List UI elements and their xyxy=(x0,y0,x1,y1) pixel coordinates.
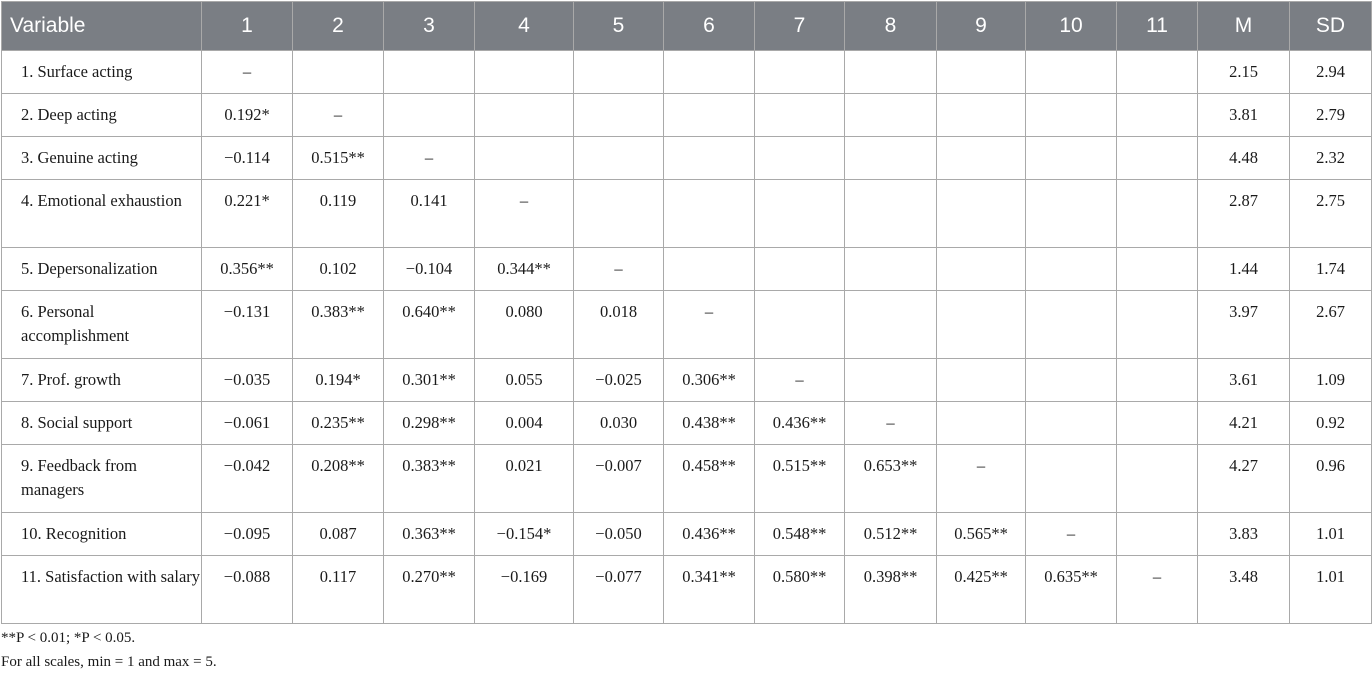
correlation-cell xyxy=(845,180,937,248)
mean-cell: 3.83 xyxy=(1198,513,1290,556)
correlation-cell: −0.154* xyxy=(475,513,574,556)
table-row xyxy=(2,513,1372,556)
correlation-cell: 0.141 xyxy=(384,180,475,248)
correlation-cell xyxy=(755,94,845,137)
correlation-cell: 0.356** xyxy=(202,248,293,291)
correlation-cell: 0.635** xyxy=(1026,556,1117,624)
row-label: 9. Feedback from managers xyxy=(2,445,202,513)
correlation-cell: 0.194* xyxy=(293,359,384,402)
correlation-cell: 0.004 xyxy=(475,402,574,445)
header-col-10: 10 xyxy=(1026,2,1117,51)
sd-cell: 2.67 xyxy=(1290,291,1372,359)
sd-cell: 2.94 xyxy=(1290,51,1372,94)
correlation-cell xyxy=(664,51,755,94)
correlation-cell xyxy=(664,94,755,137)
correlation-cell xyxy=(845,291,937,359)
correlation-cell: 0.438** xyxy=(664,402,755,445)
row-label: 10. Recognition xyxy=(2,513,202,556)
correlation-cell: 0.018 xyxy=(574,291,664,359)
correlation-cell: – xyxy=(384,137,475,180)
mean-cell: 4.48 xyxy=(1198,137,1290,180)
correlation-cell xyxy=(1026,137,1117,180)
mean-cell: 4.27 xyxy=(1198,445,1290,513)
correlation-cell xyxy=(1117,94,1198,137)
correlation-cell xyxy=(293,51,384,94)
correlation-cell xyxy=(1026,94,1117,137)
correlation-cell xyxy=(755,137,845,180)
correlation-cell: 0.363** xyxy=(384,513,475,556)
correlation-cell: 0.055 xyxy=(475,359,574,402)
correlation-cell: – xyxy=(937,445,1026,513)
correlation-cell xyxy=(384,51,475,94)
correlation-cell xyxy=(664,180,755,248)
correlation-cell xyxy=(664,137,755,180)
correlation-cell xyxy=(1117,248,1198,291)
correlation-cell xyxy=(937,137,1026,180)
correlation-cell xyxy=(1026,402,1117,445)
correlation-cell xyxy=(755,248,845,291)
correlation-cell: −0.131 xyxy=(202,291,293,359)
correlation-cell xyxy=(384,94,475,137)
correlation-cell: −0.104 xyxy=(384,248,475,291)
correlation-cell: 0.221* xyxy=(202,180,293,248)
correlation-cell: −0.061 xyxy=(202,402,293,445)
correlation-cell xyxy=(937,402,1026,445)
row-label: 4. Emotional exhaustion xyxy=(2,180,202,248)
correlation-cell: 0.341** xyxy=(664,556,755,624)
header-variable: Variable xyxy=(2,2,202,51)
significance-note: **P < 0.01; *P < 0.05. xyxy=(1,630,136,646)
table-row xyxy=(2,180,1372,248)
correlation-cell: 0.383** xyxy=(293,291,384,359)
correlation-cell xyxy=(475,51,574,94)
header-col-8: 8 xyxy=(845,2,937,51)
correlation-cell xyxy=(1117,51,1198,94)
mean-cell: 3.97 xyxy=(1198,291,1290,359)
correlation-cell xyxy=(937,94,1026,137)
correlation-cell xyxy=(664,248,755,291)
correlation-cell: 0.383** xyxy=(384,445,475,513)
correlation-cell xyxy=(1026,291,1117,359)
sd-cell: 2.32 xyxy=(1290,137,1372,180)
header-col-3: 3 xyxy=(384,2,475,51)
correlation-cell: 0.021 xyxy=(475,445,574,513)
row-label: 3. Genuine acting xyxy=(2,137,202,180)
correlation-cell xyxy=(755,51,845,94)
sd-cell: 0.96 xyxy=(1290,445,1372,513)
sd-cell: 1.74 xyxy=(1290,248,1372,291)
sd-cell: 1.09 xyxy=(1290,359,1372,402)
correlation-cell: 0.425** xyxy=(937,556,1026,624)
correlation-cell xyxy=(937,248,1026,291)
row-label: 7. Prof. growth xyxy=(2,359,202,402)
correlation-cell: −0.035 xyxy=(202,359,293,402)
correlation-cell: – xyxy=(475,180,574,248)
mean-cell: 1.44 xyxy=(1198,248,1290,291)
table-row xyxy=(2,94,1372,137)
sd-cell: 0.92 xyxy=(1290,402,1372,445)
correlation-cell: – xyxy=(755,359,845,402)
correlation-cell: – xyxy=(202,51,293,94)
correlation-cell xyxy=(1026,51,1117,94)
correlation-cell xyxy=(937,359,1026,402)
correlation-cell: −0.095 xyxy=(202,513,293,556)
correlation-cell xyxy=(845,248,937,291)
correlation-cell: 0.270** xyxy=(384,556,475,624)
sd-cell: 2.79 xyxy=(1290,94,1372,137)
correlation-cell: 0.565** xyxy=(937,513,1026,556)
correlation-cell xyxy=(937,180,1026,248)
sd-cell: 1.01 xyxy=(1290,556,1372,624)
correlation-cell: 0.436** xyxy=(664,513,755,556)
header-col-4: 4 xyxy=(475,2,574,51)
correlation-cell xyxy=(1117,513,1198,556)
correlation-cell: 0.515** xyxy=(293,137,384,180)
correlation-cell: −0.025 xyxy=(574,359,664,402)
header-col-9: 9 xyxy=(937,2,1026,51)
correlation-cell: 0.298** xyxy=(384,402,475,445)
correlation-cell xyxy=(845,51,937,94)
correlation-cell: −0.042 xyxy=(202,445,293,513)
correlation-cell: – xyxy=(664,291,755,359)
table-notes xyxy=(1,626,217,674)
correlation-cell xyxy=(1117,137,1198,180)
correlation-cell: 0.344** xyxy=(475,248,574,291)
correlation-cell xyxy=(755,180,845,248)
correlation-cell xyxy=(845,137,937,180)
correlation-cell: 0.512** xyxy=(845,513,937,556)
correlation-cell: 0.030 xyxy=(574,402,664,445)
correlation-cell xyxy=(475,137,574,180)
table-row xyxy=(2,556,1372,624)
correlation-cell xyxy=(937,51,1026,94)
correlation-cell xyxy=(574,51,664,94)
correlation-cell: 0.653** xyxy=(845,445,937,513)
mean-cell: 3.61 xyxy=(1198,359,1290,402)
correlation-cell xyxy=(1117,291,1198,359)
mean-cell: 3.81 xyxy=(1198,94,1290,137)
header-col-7: 7 xyxy=(755,2,845,51)
correlation-cell: 0.301** xyxy=(384,359,475,402)
correlation-cell: 0.102 xyxy=(293,248,384,291)
sd-cell: 2.75 xyxy=(1290,180,1372,248)
sd-cell: 1.01 xyxy=(1290,513,1372,556)
correlation-cell xyxy=(1117,445,1198,513)
correlation-cell xyxy=(1117,180,1198,248)
row-label: 1. Surface acting xyxy=(2,51,202,94)
scale-note: For all scales, min = 1 and max = 5. xyxy=(1,654,217,670)
correlation-cell xyxy=(1026,359,1117,402)
correlation-cell xyxy=(574,180,664,248)
correlation-cell: 0.580** xyxy=(755,556,845,624)
correlation-cell xyxy=(574,94,664,137)
correlation-cell: – xyxy=(845,402,937,445)
correlation-cell xyxy=(1026,445,1117,513)
correlation-cell: −0.114 xyxy=(202,137,293,180)
table-row xyxy=(2,291,1372,359)
correlation-cell: 0.515** xyxy=(755,445,845,513)
row-label: 2. Deep acting xyxy=(2,94,202,137)
header-mean: M xyxy=(1198,2,1290,51)
row-label: 8. Social support xyxy=(2,402,202,445)
header-row xyxy=(2,2,1372,51)
correlation-cell: – xyxy=(1117,556,1198,624)
correlation-cell: 0.436** xyxy=(755,402,845,445)
correlation-cell: −0.007 xyxy=(574,445,664,513)
correlation-cell xyxy=(845,94,937,137)
correlation-cell xyxy=(1117,402,1198,445)
mean-cell: 2.15 xyxy=(1198,51,1290,94)
row-label: 6. Personal accomplishment xyxy=(2,291,202,359)
mean-cell: 3.48 xyxy=(1198,556,1290,624)
table-row xyxy=(2,51,1372,94)
correlation-cell: 0.087 xyxy=(293,513,384,556)
correlation-cell: 0.192* xyxy=(202,94,293,137)
correlation-cell: 0.398** xyxy=(845,556,937,624)
correlation-cell: – xyxy=(574,248,664,291)
header-sd: SD xyxy=(1290,2,1372,51)
correlation-cell: – xyxy=(293,94,384,137)
correlation-cell: 0.119 xyxy=(293,180,384,248)
correlation-cell: 0.548** xyxy=(755,513,845,556)
table-row xyxy=(2,137,1372,180)
correlation-cell: −0.169 xyxy=(475,556,574,624)
correlation-cell xyxy=(1026,248,1117,291)
correlation-cell xyxy=(937,291,1026,359)
correlation-cell: 0.458** xyxy=(664,445,755,513)
header-col-1: 1 xyxy=(202,2,293,51)
table-row xyxy=(2,248,1372,291)
correlation-cell xyxy=(755,291,845,359)
row-label: 5. Depersonalization xyxy=(2,248,202,291)
correlation-cell: −0.050 xyxy=(574,513,664,556)
correlation-cell: 0.306** xyxy=(664,359,755,402)
header-col-11: 11 xyxy=(1117,2,1198,51)
mean-cell: 4.21 xyxy=(1198,402,1290,445)
correlation-cell xyxy=(475,94,574,137)
header-col-6: 6 xyxy=(664,2,755,51)
mean-cell: 2.87 xyxy=(1198,180,1290,248)
correlation-cell: 0.117 xyxy=(293,556,384,624)
correlation-cell: −0.088 xyxy=(202,556,293,624)
correlation-cell xyxy=(845,359,937,402)
correlation-cell xyxy=(1026,180,1117,248)
table-row xyxy=(2,359,1372,402)
correlation-cell: 0.208** xyxy=(293,445,384,513)
table-row xyxy=(2,402,1372,445)
correlation-cell xyxy=(574,137,664,180)
correlation-cell: 0.640** xyxy=(384,291,475,359)
header-col-2: 2 xyxy=(293,2,384,51)
correlation-cell: – xyxy=(1026,513,1117,556)
row-label: 11. Satisfaction with salary xyxy=(2,556,202,624)
correlation-cell: 0.235** xyxy=(293,402,384,445)
header-col-5: 5 xyxy=(574,2,664,51)
table-row xyxy=(2,445,1372,513)
correlation-table xyxy=(1,1,1372,624)
correlation-cell: 0.080 xyxy=(475,291,574,359)
table-body xyxy=(2,51,1372,624)
correlation-cell: −0.077 xyxy=(574,556,664,624)
correlation-cell xyxy=(1117,359,1198,402)
